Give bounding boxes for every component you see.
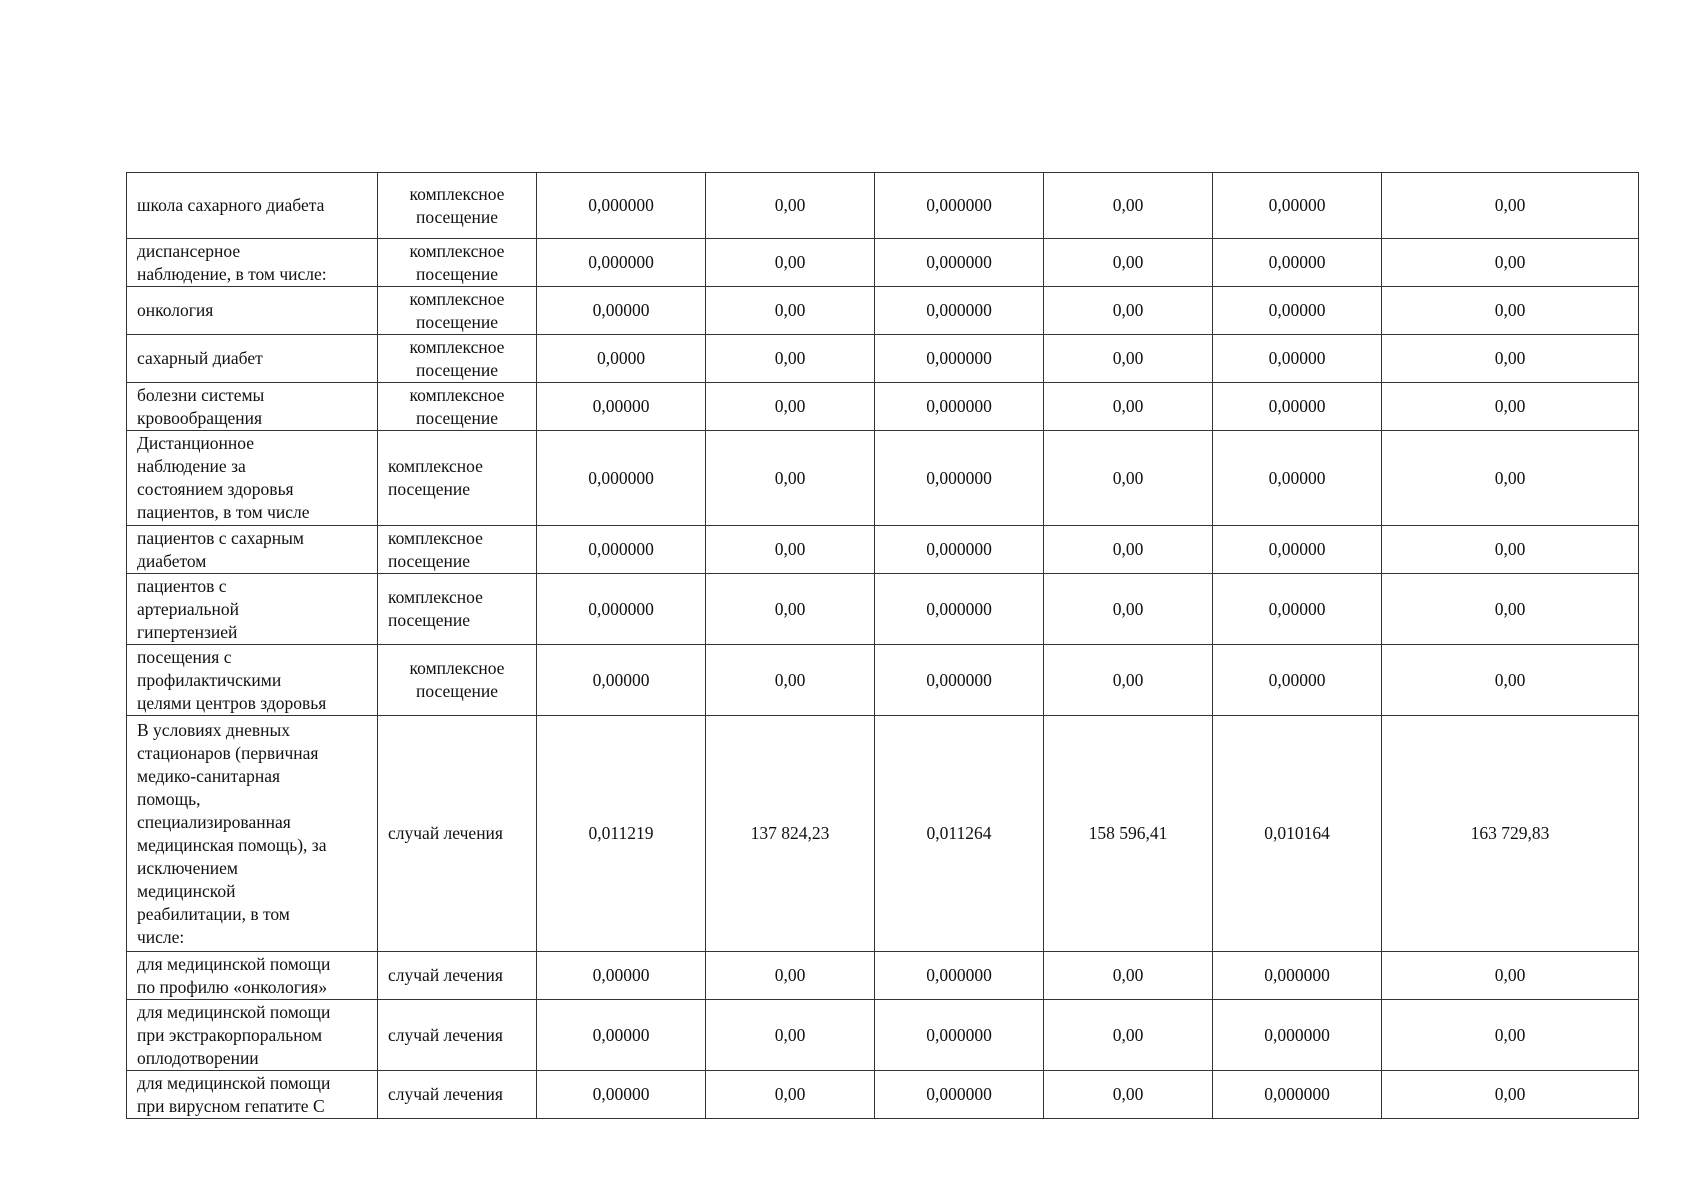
value-cell-v3: 0,000000 bbox=[875, 1000, 1044, 1071]
unit-label: случай лечения bbox=[388, 1024, 503, 1045]
value-cell-v4: 0,00 bbox=[1044, 335, 1213, 383]
value-cell-v6: 0,00 bbox=[1382, 574, 1639, 645]
value-cell-v5: 0,00000 bbox=[1213, 526, 1382, 574]
row-name-cell bbox=[127, 287, 378, 335]
row-name-cell bbox=[127, 383, 378, 431]
value-cell-v1: 0,00000 bbox=[537, 1000, 706, 1071]
value-cell-v4: 0,00 bbox=[1044, 383, 1213, 431]
value-cell-v2: 0,00 bbox=[706, 1000, 875, 1071]
value-cell-v2: 0,00 bbox=[706, 645, 875, 716]
unit-label: комплексное посещение bbox=[409, 336, 505, 380]
value-cell-v4: 0,00 bbox=[1044, 287, 1213, 335]
unit-cell bbox=[378, 526, 537, 574]
table-row bbox=[127, 952, 1639, 1000]
unit-label: случай лечения bbox=[388, 965, 503, 985]
value-cell-v6: 0,00 bbox=[1382, 335, 1639, 383]
value-cell-v2: 0,00 bbox=[706, 335, 875, 383]
value-cell-v5: 0,00000 bbox=[1213, 574, 1382, 645]
table-row bbox=[127, 574, 1639, 645]
unit-label: комплексное посещение bbox=[409, 384, 505, 428]
value-cell-v5: 0,00000 bbox=[1213, 383, 1382, 431]
unit-cell bbox=[378, 173, 537, 239]
row-name-cell bbox=[127, 574, 378, 645]
unit-label: комплексное посещение bbox=[409, 658, 505, 701]
table-row bbox=[127, 431, 1639, 526]
value-cell-v2: 0,00 bbox=[706, 383, 875, 431]
table-row bbox=[127, 526, 1639, 574]
value-cell-v1: 0,000000 bbox=[537, 574, 706, 645]
row-name: диспансерное наблюдение, в том числе: bbox=[137, 240, 327, 284]
value-cell-v1: 0,011219 bbox=[537, 716, 706, 952]
row-name: онкология bbox=[137, 300, 214, 320]
value-cell-v6: 0,00 bbox=[1382, 383, 1639, 431]
row-name: сахарный диабет bbox=[137, 348, 263, 368]
value-cell-v3: 0,000000 bbox=[875, 574, 1044, 645]
value-cell-v6: 0,00 bbox=[1382, 952, 1639, 1000]
row-name: посещения с профилактичскими целями центров здоровья bbox=[137, 646, 327, 713]
table-row bbox=[127, 173, 1639, 239]
value-cell-v6: 0,00 bbox=[1382, 526, 1639, 574]
value-cell-v1: 0,00000 bbox=[537, 287, 706, 335]
value-cell-v2: 0,00 bbox=[706, 574, 875, 645]
value-cell-v6: 0,00 bbox=[1382, 239, 1639, 287]
value-cell-v3: 0,000000 bbox=[875, 287, 1044, 335]
row-name: пациентов с сахарным диабетом bbox=[137, 527, 304, 571]
unit-cell bbox=[378, 431, 537, 526]
row-name: болезни системы кровообращения bbox=[137, 384, 265, 428]
value-cell-v3: 0,000000 bbox=[875, 383, 1044, 431]
table-row bbox=[127, 287, 1639, 335]
value-cell-v6: 0,00 bbox=[1382, 173, 1639, 239]
unit-label: комплексное посещение bbox=[388, 527, 483, 571]
row-name-cell bbox=[127, 526, 378, 574]
value-cell-v5: 0,000000 bbox=[1213, 952, 1382, 1000]
value-cell-v4: 158 596,41 bbox=[1044, 716, 1213, 952]
table-row bbox=[127, 1071, 1639, 1119]
value-cell-v4: 0,00 bbox=[1044, 173, 1213, 239]
row-name: для медицинской помощи при экстракорпоральном оплодотворении bbox=[137, 1001, 331, 1068]
value-cell-v2: 0,00 bbox=[706, 1071, 875, 1119]
unit-label: комплексное посещение bbox=[388, 587, 483, 630]
value-cell-v4: 0,00 bbox=[1044, 1071, 1213, 1119]
value-cell-v5: 0,00000 bbox=[1213, 287, 1382, 335]
row-name: для медицинской помощи при вирусном гепатите С bbox=[137, 1072, 331, 1116]
row-name: пациентов с артериальной гипертензией bbox=[137, 575, 239, 642]
value-cell-v6: 0,00 bbox=[1382, 431, 1639, 526]
value-cell-v4: 0,00 bbox=[1044, 645, 1213, 716]
value-cell-v1: 0,000000 bbox=[537, 431, 706, 526]
value-cell-v4: 0,00 bbox=[1044, 431, 1213, 526]
unit-cell bbox=[378, 574, 537, 645]
row-name: В условиях дневных стационаров (первичная медико-санитарная помощь, специализированная медицинская помощь), за исключением медицинской реабилитации, в том числе: bbox=[137, 719, 327, 947]
row-name-cell bbox=[127, 239, 378, 287]
value-cell-v1: 0,00000 bbox=[537, 383, 706, 431]
unit-cell bbox=[378, 287, 537, 335]
value-cell-v4: 0,00 bbox=[1044, 526, 1213, 574]
unit-cell bbox=[378, 952, 537, 1000]
value-cell-v5: 0,00000 bbox=[1213, 239, 1382, 287]
value-cell-v1: 0,000000 bbox=[537, 173, 706, 239]
value-cell-v3: 0,000000 bbox=[875, 526, 1044, 574]
table-body bbox=[127, 173, 1639, 1119]
value-cell-v5: 0,00000 bbox=[1213, 335, 1382, 383]
value-cell-v1: 0,00000 bbox=[537, 952, 706, 1000]
row-name-cell bbox=[127, 335, 378, 383]
row-name-cell bbox=[127, 1000, 378, 1071]
value-cell-v5: 0,010164 bbox=[1213, 716, 1382, 952]
table-row bbox=[127, 645, 1639, 716]
value-cell-v2: 0,00 bbox=[706, 239, 875, 287]
value-cell-v6: 0,00 bbox=[1382, 1071, 1639, 1119]
unit-cell bbox=[378, 335, 537, 383]
unit-cell bbox=[378, 1000, 537, 1071]
value-cell-v5: 0,00000 bbox=[1213, 645, 1382, 716]
value-cell-v1: 0,0000 bbox=[537, 335, 706, 383]
value-cell-v5: 0,000000 bbox=[1213, 1000, 1382, 1071]
row-name-cell bbox=[127, 716, 378, 952]
value-cell-v4: 0,00 bbox=[1044, 574, 1213, 645]
table-row bbox=[127, 1000, 1639, 1071]
value-cell-v3: 0,000000 bbox=[875, 431, 1044, 526]
value-cell-v3: 0,000000 bbox=[875, 645, 1044, 716]
data-table bbox=[126, 172, 1639, 1119]
value-cell-v1: 0,00000 bbox=[537, 645, 706, 716]
unit-label: комплексное посещение bbox=[409, 240, 505, 284]
value-cell-v2: 137 824,23 bbox=[706, 716, 875, 952]
table-row bbox=[127, 335, 1639, 383]
value-cell-v1: 0,000000 bbox=[537, 239, 706, 287]
value-cell-v3: 0,000000 bbox=[875, 1071, 1044, 1119]
unit-cell bbox=[378, 1071, 537, 1119]
row-name-cell bbox=[127, 1071, 378, 1119]
unit-label: случай лечения bbox=[388, 1084, 503, 1104]
value-cell-v3: 0,011264 bbox=[875, 716, 1044, 952]
value-cell-v5: 0,00000 bbox=[1213, 431, 1382, 526]
unit-cell bbox=[378, 239, 537, 287]
value-cell-v4: 0,00 bbox=[1044, 952, 1213, 1000]
value-cell-v6: 0,00 bbox=[1382, 1000, 1639, 1071]
unit-cell bbox=[378, 383, 537, 431]
row-name-cell bbox=[127, 645, 378, 716]
value-cell-v3: 0,000000 bbox=[875, 239, 1044, 287]
value-cell-v6: 163 729,83 bbox=[1382, 716, 1639, 952]
value-cell-v5: 0,000000 bbox=[1213, 1071, 1382, 1119]
value-cell-v2: 0,00 bbox=[706, 173, 875, 239]
row-name-cell bbox=[127, 952, 378, 1000]
unit-cell bbox=[378, 645, 537, 716]
unit-cell bbox=[378, 716, 537, 952]
value-cell-v3: 0,000000 bbox=[875, 173, 1044, 239]
value-cell-v6: 0,00 bbox=[1382, 645, 1639, 716]
unit-label: комплексное посещение bbox=[409, 183, 505, 227]
table-row bbox=[127, 239, 1639, 287]
value-cell-v1: 0,000000 bbox=[537, 526, 706, 574]
table-row bbox=[127, 383, 1639, 431]
value-cell-v2: 0,00 bbox=[706, 431, 875, 526]
value-cell-v4: 0,00 bbox=[1044, 239, 1213, 287]
value-cell-v2: 0,00 bbox=[706, 287, 875, 335]
unit-label: комплексное посещение bbox=[409, 288, 505, 332]
value-cell-v2: 0,00 bbox=[706, 526, 875, 574]
row-name: Дистанционное наблюдение за состоянием здоровья пациентов, в том числе bbox=[137, 433, 310, 522]
table-row bbox=[127, 716, 1639, 952]
unit-label: случай лечения bbox=[388, 823, 503, 843]
value-cell-v3: 0,000000 bbox=[875, 335, 1044, 383]
value-cell-v3: 0,000000 bbox=[875, 952, 1044, 1000]
value-cell-v4: 0,00 bbox=[1044, 1000, 1213, 1071]
value-cell-v5: 0,00000 bbox=[1213, 173, 1382, 239]
unit-label: комплексное посещение bbox=[388, 456, 483, 499]
value-cell-v6: 0,00 bbox=[1382, 287, 1639, 335]
row-name: школа сахарного диабета bbox=[137, 195, 325, 215]
row-name-cell bbox=[127, 431, 378, 526]
value-cell-v1: 0,00000 bbox=[537, 1071, 706, 1119]
row-name-cell bbox=[127, 173, 378, 239]
value-cell-v2: 0,00 bbox=[706, 952, 875, 1000]
row-name: для медицинской помощи по профилю «онкология» bbox=[137, 953, 331, 997]
